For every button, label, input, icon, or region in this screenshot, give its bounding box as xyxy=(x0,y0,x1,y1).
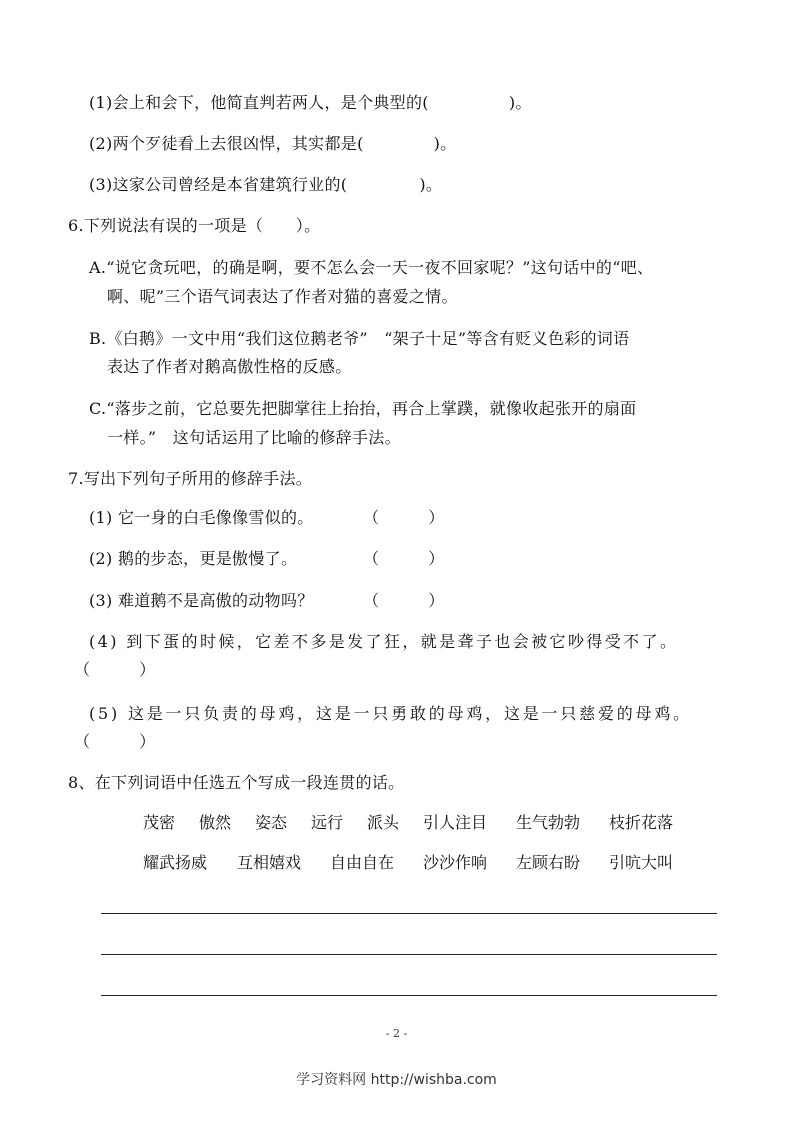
q7-item-5: (5) 这是一只负责的母鸡，这是一只勇敢的母鸡，这是一只慈爱的母鸡。 xyxy=(89,704,692,723)
page-number: - 2 - xyxy=(385,1027,408,1040)
q8-word: 姿态 xyxy=(255,813,288,832)
q8-word: 远行 xyxy=(311,813,344,832)
q8-word-row-1 xyxy=(0,812,793,834)
q8-title: 8、在下列词语中任选五个写成一段连贯的话。 xyxy=(68,773,405,792)
q7-title: 7.写出下列句子所用的修辞手法。 xyxy=(68,469,313,488)
q7-item-1: (1) 它一身的白毛像像雪似的。 xyxy=(89,508,314,527)
q6-option-b-line1: B.《白鹅》一文中用“我们这位鹅老爷” “架子十足”等含有贬义色彩的词语 xyxy=(89,329,630,348)
q7-item-1-answer[interactable]: （ ） xyxy=(363,508,445,527)
q5-item-1 xyxy=(89,92,532,114)
q5-item-2 xyxy=(89,133,456,155)
q8-word: 引人注目 xyxy=(423,813,488,832)
q6-option-c-line2: 一样。” 这句话运用了比喻的修辞手法。 xyxy=(107,428,401,447)
q8-word: 互相嬉戏 xyxy=(237,853,302,872)
q8-word: 左顾右盼 xyxy=(516,853,581,872)
q5-item-2-text: (2)两个歹徒看上去很凶悍，其实都是( xyxy=(89,134,364,153)
q6-option-c-line1: C.“落步之前，它总要先把脚掌往上抬抬，再合上掌蹼，就像收起张开的扇面 xyxy=(89,399,637,418)
q7-item-3-answer[interactable]: （ ） xyxy=(363,591,445,610)
q8-word: 沙沙作响 xyxy=(423,853,488,872)
q8-word: 耀武扬威 xyxy=(143,853,208,872)
q8-word: 生气勃勃 xyxy=(516,813,581,832)
q8-word-row-2 xyxy=(0,852,793,874)
q7-item-2: (2) 鹅的步态，更是傲慢了。 xyxy=(89,549,298,568)
q6-title: 6.下列说法有误的一项是（ ）。 xyxy=(68,216,321,235)
q8-word: 枝折花落 xyxy=(609,813,674,832)
footer-source: 学习资料网 http://wishba.com xyxy=(296,1072,497,1088)
q6-option-a-line2: 啊、呢”三个语气词表达了作者对猫的喜爱之情。 xyxy=(107,287,458,306)
q8-word: 自由自在 xyxy=(330,853,395,872)
q8-word: 引吭大叫 xyxy=(609,853,674,872)
answer-line-3[interactable] xyxy=(101,995,717,996)
q5-item-3 xyxy=(89,174,442,196)
q8-word: 傲然 xyxy=(199,813,232,832)
q6-option-b-line2: 表达了作者对鹅高傲性格的反感。 xyxy=(107,357,352,376)
q5-item-1-tail: )。 xyxy=(508,93,532,112)
q5-item-3-tail: )。 xyxy=(419,175,443,194)
q5-item-2-tail: )。 xyxy=(433,134,457,153)
q7-item-5-answer[interactable]: （ ） xyxy=(74,732,156,751)
q8-word: 派头 xyxy=(367,813,400,832)
q6-option-a-line1: A.“说它贪玩吧，的确是啊，要不怎么会一天一夜不回家呢？”这句话中的“吧、 xyxy=(89,258,654,277)
q7-item-3: (3) 难道鹅不是高傲的动物吗？ xyxy=(89,591,314,610)
q7-item-4: (4) 到下蛋的时候，它差不多是发了狂，就是聋子也会被它吵得受不了。 xyxy=(89,632,679,651)
answer-line-1[interactable] xyxy=(101,913,717,914)
q7-item-4-answer[interactable]: （ ） xyxy=(74,660,156,679)
answer-line-2[interactable] xyxy=(101,954,717,955)
q8-word: 茂密 xyxy=(143,813,176,832)
q5-item-3-text: (3)这家公司曾经是本省建筑行业的( xyxy=(89,175,348,194)
q7-item-2-answer[interactable]: （ ） xyxy=(363,549,445,568)
q5-item-1-text: (1)会上和会下，他简直判若两人，是个典型的( xyxy=(89,93,429,112)
